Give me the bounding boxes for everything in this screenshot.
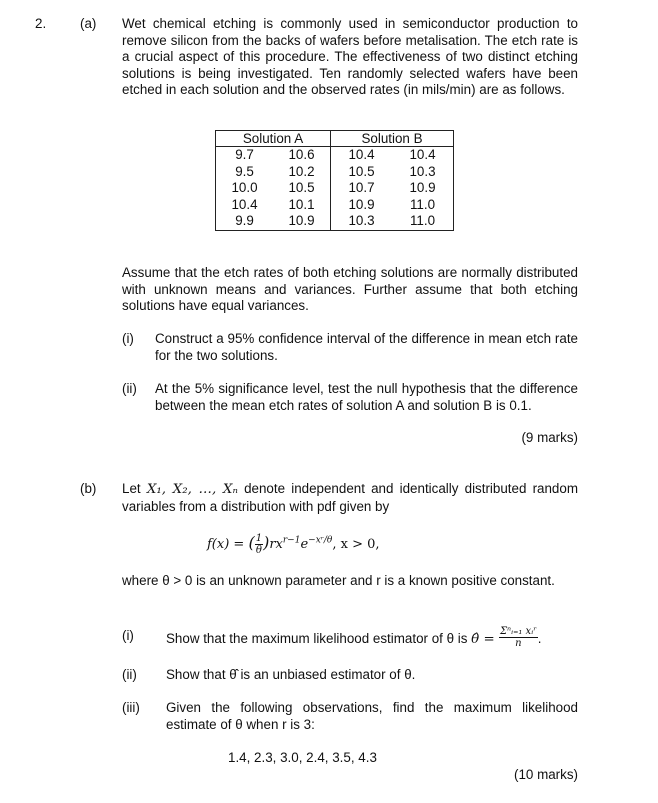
part-b-label: (b) xyxy=(80,481,97,496)
table-row xyxy=(331,180,453,197)
table-cell: 10.3 xyxy=(348,213,375,228)
table-cell: 10.9 xyxy=(348,196,375,212)
table-cell: 10.3 xyxy=(409,163,436,179)
header-solution-b: Solution B xyxy=(331,131,454,147)
table-row xyxy=(216,197,330,214)
part-a-marks: (9 marks) xyxy=(521,430,578,445)
part-a-ii-label: (ii) xyxy=(122,381,137,396)
part-b-iii-text: Given the following observations, find the maximum likelihood estimate of θ when r is 3: xyxy=(166,700,578,732)
table-row xyxy=(216,147,330,164)
table-cell: 10.5 xyxy=(348,163,375,179)
parameter-description: where θ > 0 is an unknown parameter and r is a known positive constant. xyxy=(122,573,555,588)
table-cell: 10.9 xyxy=(288,213,315,228)
table-cell: 10.9 xyxy=(409,180,436,195)
table-cell: 10.5 xyxy=(288,180,315,195)
part-a-label: (a) xyxy=(80,16,97,31)
table-cell: 9.5 xyxy=(235,163,254,179)
table-row xyxy=(331,213,453,230)
observations: 1.4, 2.3, 3.0, 2.4, 3.5, 4.3 xyxy=(228,750,377,765)
part-b-iii-label: (iii) xyxy=(122,700,140,715)
pdf-formula: f(x) = ( $\frac{1}{\theta}$ )$rx^{r-1}e^{-xʳ/\theta}$, x > 0, xyxy=(207,533,380,556)
table-row xyxy=(216,164,330,181)
question-number: 2. xyxy=(35,16,47,31)
part-a-i-label: (i) xyxy=(122,331,134,346)
table-cell: 10.2 xyxy=(288,163,315,179)
part-b-intro: Let X₁, X₂, …, Xₙ denote independent and identically distributed random variables from a distribution with pdf given by xyxy=(122,481,578,514)
table-cell: 11.0 xyxy=(409,196,436,212)
table-cell: 9.9 xyxy=(235,213,254,228)
table-cell: 11.0 xyxy=(409,213,436,228)
part-b-ii-text: Show that θ̂ is an unbiased estimator of θ. xyxy=(166,667,416,682)
table-row xyxy=(216,213,330,230)
table-cell: 10.6 xyxy=(288,147,315,162)
table-cell: 10.4 xyxy=(409,147,436,162)
part-b-i-text: Show that the maximum likelihood estimator of θ is θ̂ = $\frac{\text{Σⁿᵢ₌₁ xᵢʳ}}{n}$ . xyxy=(166,626,542,649)
part-a-ii-text: At the 5% significance level, test the null hypothesis that the difference between the mean etch rates of solution A and solution B is 0.1. xyxy=(155,381,578,413)
part-b-marks: (10 marks) xyxy=(514,767,578,782)
part-b-i-label: (i) xyxy=(122,628,134,643)
part-a-intro: Wet chemical etching is commonly used in semiconductor production to remove silicon from the backs of wafers before metalisation. The etch rate is a crucial aspect of this procedure. The effectiveness of two distinct etching solutions is being investigated. Ten randomly selected wafers have been etched in each solution and the observed rates (in mils/min) are as follows. xyxy=(122,16,578,98)
part-a-i-text: Construct a 95% confidence interval of the difference in mean etch rate for the two solutions. xyxy=(155,331,578,363)
table-row xyxy=(331,164,453,181)
table-cell: 9.7 xyxy=(235,147,254,162)
table-row xyxy=(331,197,453,214)
table-cell: 10.7 xyxy=(348,180,375,195)
table-row xyxy=(331,147,453,164)
table-cell: 10.4 xyxy=(231,196,258,212)
table-cell: 10.4 xyxy=(348,147,375,162)
table-cell: 10.0 xyxy=(231,180,258,195)
random-variables: X₁, X₂, …, Xₙ xyxy=(146,482,238,497)
etch-rates-table xyxy=(215,130,454,231)
header-solution-a: Solution A xyxy=(216,131,331,147)
part-b-ii-label: (ii) xyxy=(122,667,137,682)
assumption-text: Assume that the etch rates of both etching solutions are normally distributed with unknown means and variances. Further assume that both etching solutions have equal variances. xyxy=(122,265,578,314)
table-cell: 10.1 xyxy=(288,196,315,212)
table-row xyxy=(216,180,330,197)
